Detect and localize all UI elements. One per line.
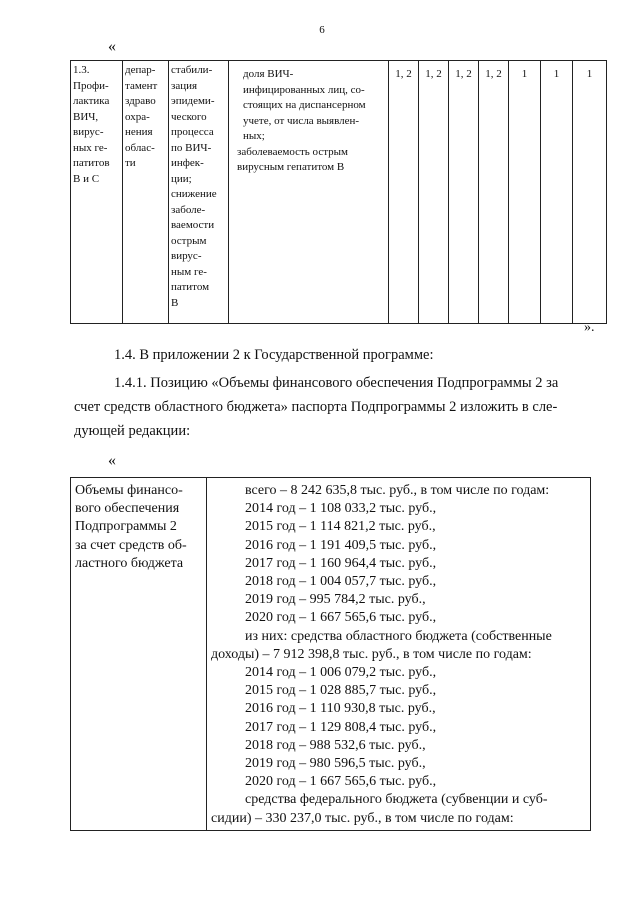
cell-text-line: за счет средств об- [75, 537, 187, 553]
cell-text-line: 1.3. [73, 64, 90, 76]
cell-text-line: ных ге- [73, 141, 108, 154]
funding-line: 2017 год – 1 129 808,4 тыс. руб., [245, 719, 437, 735]
cell-text-line: инфек- [171, 157, 204, 169]
cell-text-line: эпидеми- [171, 95, 215, 107]
cell-text-line: вого обеспечения [75, 501, 180, 517]
cell-text-line: здраво [125, 95, 156, 107]
paragraph-line: дующей редакции: [74, 423, 191, 439]
executor-cell [123, 61, 169, 324]
funding-line: 2018 год – 988 532,6 тыс. руб., [245, 737, 426, 753]
cell-text-line: инфицированных лиц, со- [243, 83, 365, 96]
cell-text-line: Профи- [73, 79, 109, 92]
value-cell: 1, 2 [479, 61, 509, 324]
cell-text-line: процесса [171, 126, 214, 138]
cell-text-line: ным ге- [171, 265, 207, 278]
value-cell: 1 [541, 61, 573, 324]
indicator-2 [231, 145, 386, 176]
funding-line: всего – 8 242 635,8 тыс. руб., в том числе по годам: [245, 483, 550, 498]
paragraph-line: 1.4.1. Позицию «Объемы финансового обеспечения Подпрограммы 2 за [114, 375, 559, 391]
measure-number-cell [71, 61, 123, 324]
funding-line: 2015 год – 1 114 821,2 тыс. руб., [245, 519, 436, 535]
funding-label-cell [71, 478, 207, 831]
cell-text-line: В и С [73, 172, 100, 185]
funding-line: 2014 год – 1 108 033,2 тыс. руб., [245, 501, 437, 517]
funding-line: 2020 год – 1 667 565,6 тыс. руб., [245, 774, 437, 790]
funding-line: средства федерального бюджета (субвенции и суб- [245, 792, 548, 808]
funding-values-cell [207, 478, 591, 831]
cell-text-line: ческого [171, 110, 207, 123]
cell-text-line: ти [125, 157, 136, 169]
cell-text-line: В [171, 296, 179, 309]
cell-text-line: нения [125, 126, 153, 138]
cell-text-line: ластного бюджета [75, 555, 184, 571]
cell-text-line: заболе- [171, 203, 206, 216]
value-cell: 1, 2 [449, 61, 479, 324]
cell-text-line: лактика [73, 95, 110, 107]
table-row [71, 61, 607, 324]
funding-line: 2014 год – 1 006 079,2 тыс. руб., [245, 665, 437, 681]
paragraph-1-4-1 [74, 371, 594, 443]
funding-line: 2020 год – 1 667 565,6 тыс. руб., [245, 610, 437, 626]
value-cell: 1 [509, 61, 541, 324]
cell-text-line: снижение [171, 188, 217, 200]
funding-line: 2019 год – 980 596,5 тыс. руб., [245, 756, 426, 772]
cell-text-line: Объемы финансо- [75, 483, 183, 498]
cell-text-line: тамент [125, 79, 158, 92]
funding-line: 2019 год – 995 784,2 тыс. руб., [245, 592, 426, 608]
cell-text-line: охра- [125, 110, 150, 123]
funding-line: 2016 год – 1 110 930,8 тыс. руб., [245, 701, 436, 717]
cell-text-line: ваемости [171, 219, 215, 231]
cell-text-line: зация [171, 79, 198, 92]
cell-text-line: Подпрограммы 2 [75, 519, 177, 535]
cell-text-line: депар- [125, 64, 156, 76]
funding-line: из них: средства областного бюджета (собственные [245, 628, 552, 644]
cell-text-line: по ВИЧ- [171, 141, 212, 154]
cell-text-line: патитом [171, 281, 210, 293]
funding-table [70, 477, 591, 831]
program-measures-table [70, 60, 607, 324]
opening-quote-1: « [108, 38, 116, 55]
cell-text-line: острым [171, 234, 207, 247]
paragraph-1-4: 1.4. В приложении 2 к Государственной программе: [114, 347, 434, 363]
funding-value-lines [211, 482, 586, 828]
funding-line: 2017 год – 1 160 964,4 тыс. руб., [245, 555, 437, 571]
indicators-cell [229, 61, 389, 324]
cell-text-line: ВИЧ, [73, 110, 99, 123]
closing-quote: ». [584, 320, 595, 335]
cell-text-line: вирус- [171, 250, 202, 262]
goal-cell [169, 61, 229, 324]
value-cell: 1, 2 [419, 61, 449, 324]
value-cell: 1, 2 [389, 61, 419, 324]
indicator-1 [231, 67, 386, 145]
cell-text-line: учете, от числа выявлен- [243, 114, 360, 127]
measure-number-lines [73, 63, 120, 187]
funding-line: доходы) – 7 912 398,8 тыс. руб., в том числе по годам: [211, 646, 532, 662]
funding-line: сидии) – 330 237,0 тыс. руб., в том числе по годам: [211, 810, 514, 826]
page-number: 6 [319, 24, 325, 36]
funding-line: 2018 год – 1 004 057,7 тыс. руб., [245, 574, 437, 590]
cell-text-line: заболеваемость острым [237, 145, 349, 158]
table-row [71, 478, 591, 831]
cell-text-line: ных; [243, 130, 265, 142]
funding-label-lines [75, 482, 202, 573]
goal-lines [171, 63, 226, 311]
executor-lines [125, 63, 166, 172]
cell-text-line: доля ВИЧ- [243, 68, 294, 80]
cell-text-line: патитов [73, 157, 110, 169]
cell-text-line: вирусным гепатитом В [237, 161, 345, 173]
cell-text-line: облас- [125, 141, 155, 154]
cell-text-line: ции; [171, 172, 192, 185]
funding-line: 2016 год – 1 191 409,5 тыс. руб., [245, 537, 437, 553]
cell-text-line: стоящих на диспансерном [243, 99, 366, 111]
opening-quote-2: « [108, 452, 116, 469]
paragraph-line: счет средств областного бюджета» паспорта Подпрограммы 2 изложить в сле- [74, 399, 558, 415]
cell-text-line: стабили- [171, 64, 213, 76]
value-cell: 1 [573, 61, 607, 324]
cell-text-line: вирус- [73, 126, 104, 138]
funding-line: 2015 год – 1 028 885,7 тыс. руб., [245, 683, 437, 699]
